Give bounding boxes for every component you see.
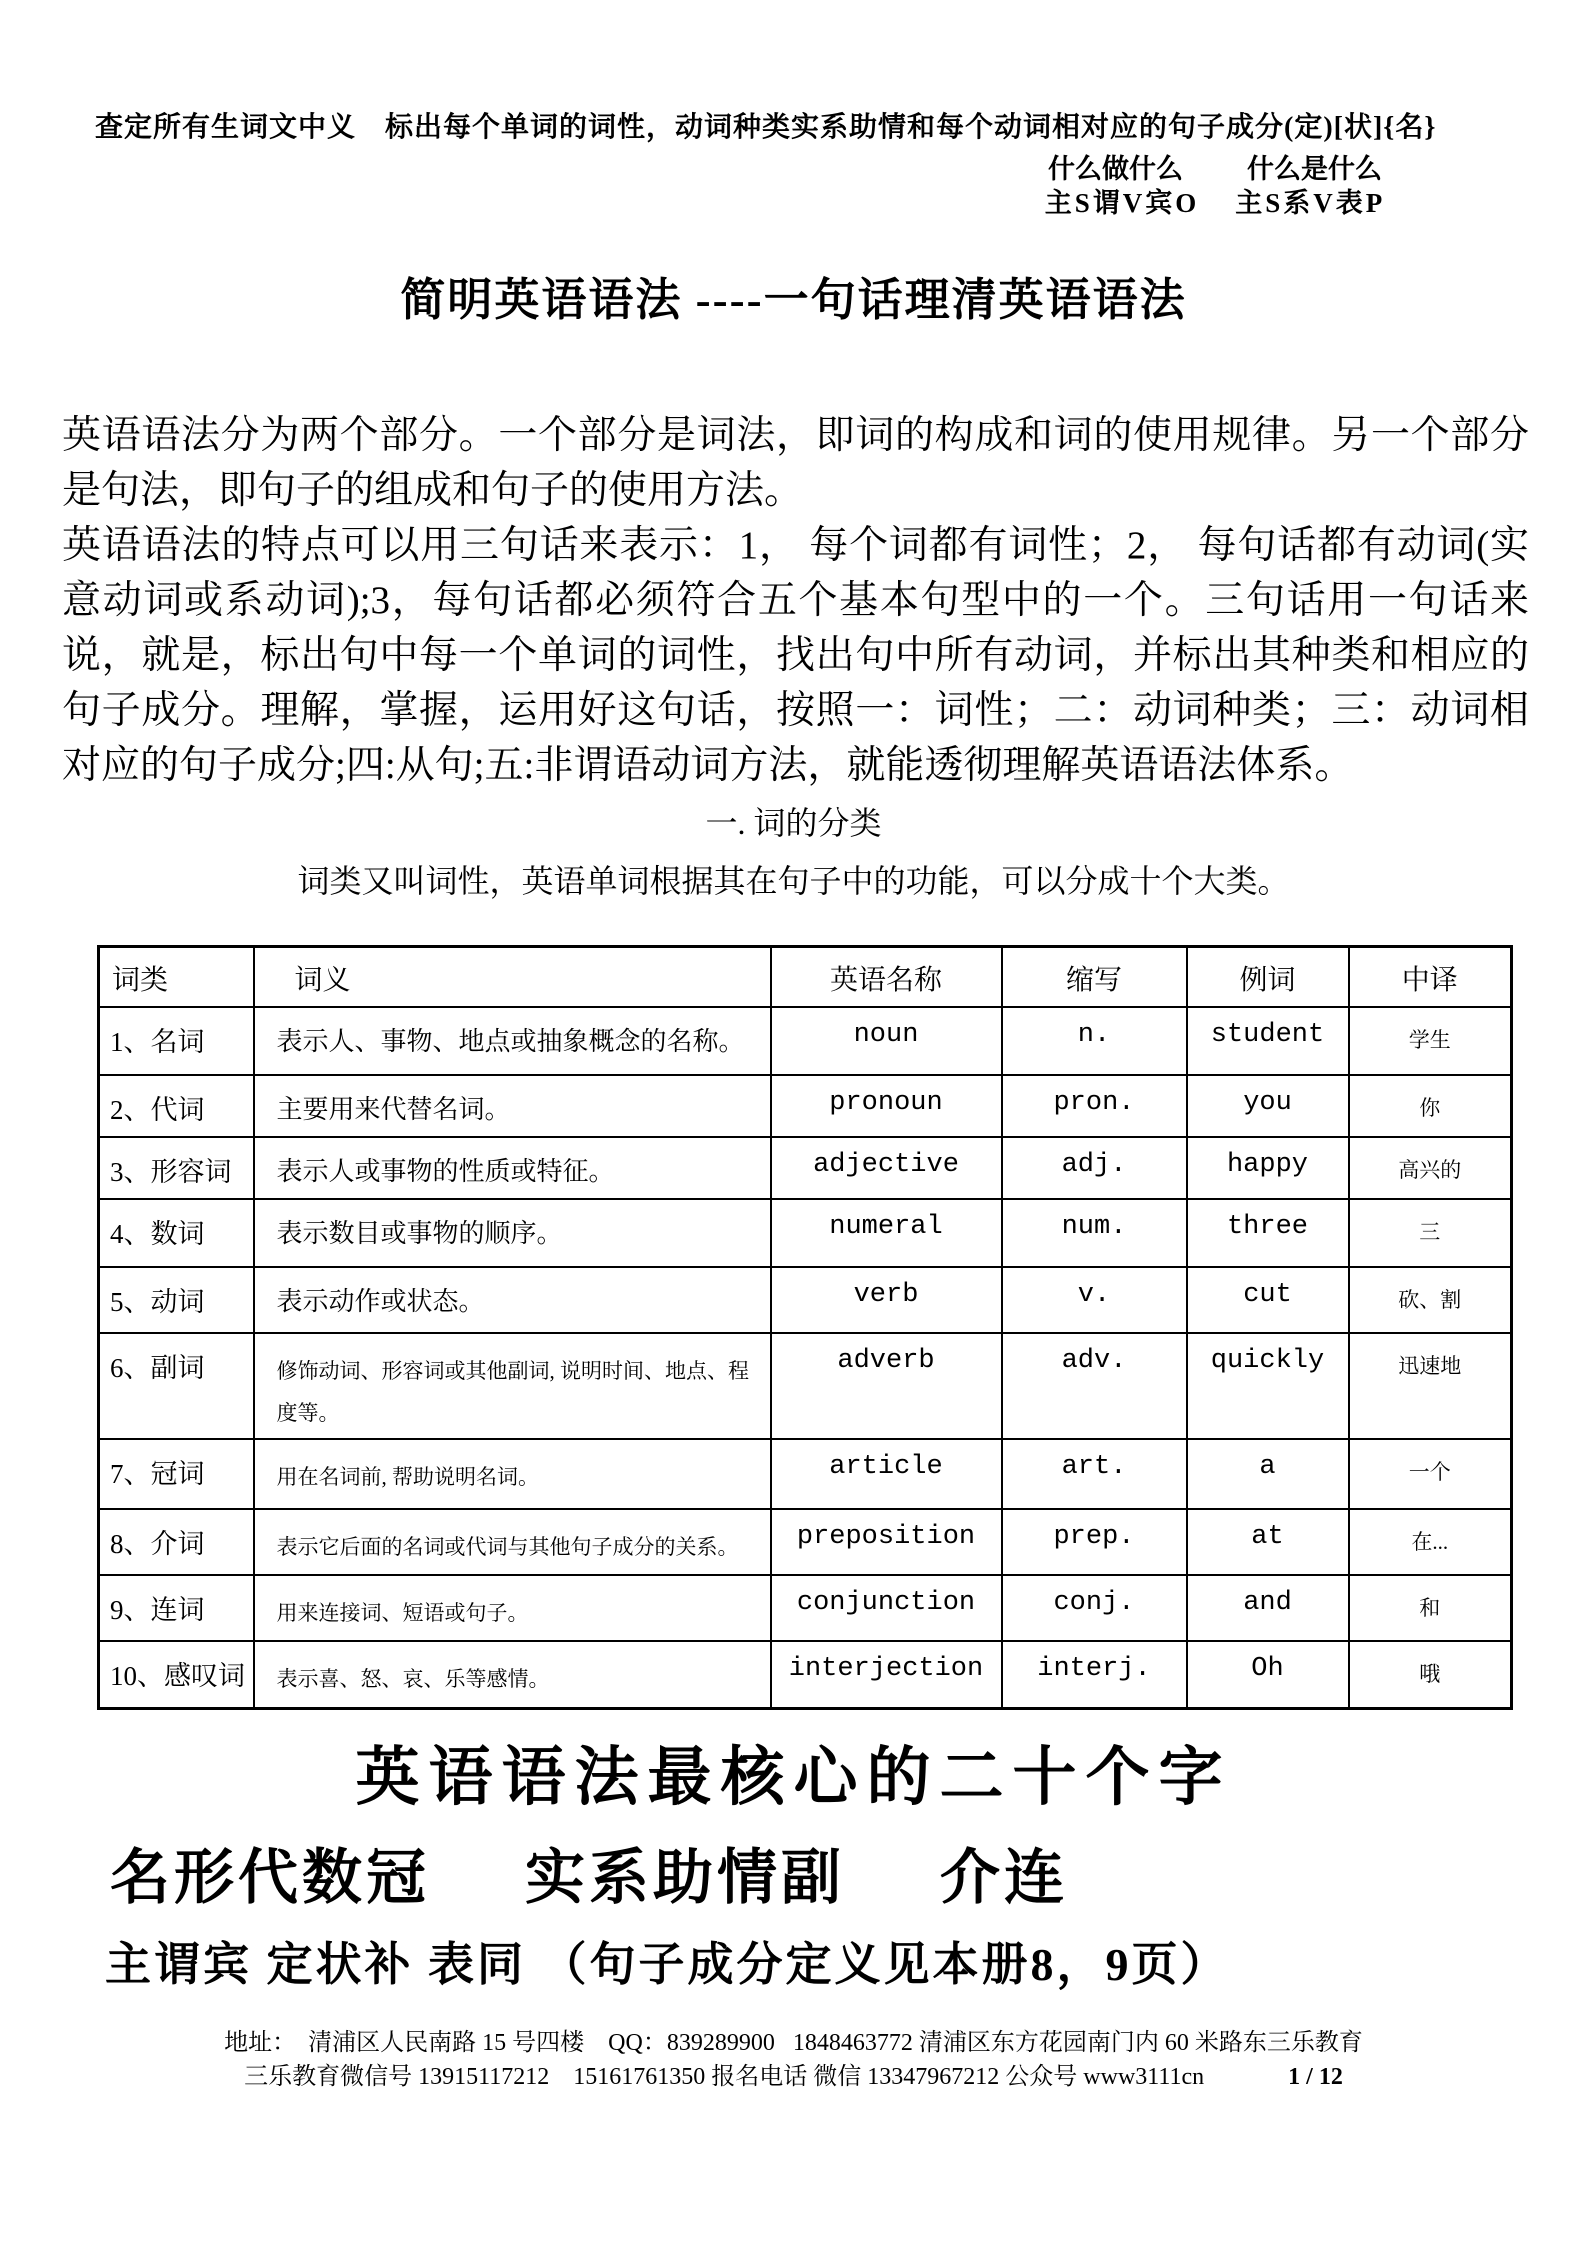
meaning-cell: 表示它后面的名词或代词与其他句子成分的关系。 <box>254 1509 771 1575</box>
abbreviation-cell: num. <box>1002 1199 1187 1267</box>
example-cell: Oh <box>1187 1641 1349 1709</box>
meaning-cell: 表示人、事物、地点或抽象概念的名称。 <box>254 1007 771 1075</box>
meaning-cell: 修饰动词、形容词或其他副词, 说明时间、地点、程度等。 <box>254 1333 771 1439</box>
table-header-1: 词义 <box>254 947 771 1007</box>
section-subheading: 词类又叫词性，英语单词根据其在句子中的功能，可以分成十个大类。 <box>297 863 1290 899</box>
category-cell: 9、连词 <box>99 1575 254 1641</box>
category-cell: 4、数词 <box>99 1199 254 1267</box>
category-cell: 10、感叹词 <box>99 1641 254 1709</box>
meaning-cell: 用在名词前, 帮助说明名词。 <box>254 1439 771 1509</box>
table-header-0: 词类 <box>99 947 254 1007</box>
pos-table <box>97 945 1513 1710</box>
english-name-cell: article <box>771 1439 1002 1509</box>
meaning-cell: 表示人或事物的性质或特征。 <box>254 1137 771 1199</box>
table-row <box>99 1509 1512 1575</box>
category-cell: 1、名词 <box>99 1007 254 1075</box>
translation-cell: 你 <box>1349 1075 1512 1137</box>
english-name-cell: numeral <box>771 1199 1002 1267</box>
table-row <box>99 1641 1512 1709</box>
example-cell: you <box>1187 1075 1349 1137</box>
example-cell: and <box>1187 1575 1349 1641</box>
header-note-pattern-be: 什么是什么 <box>1247 154 1382 184</box>
intro-paragraph: 英语语法的特点可以用三句话来表示：1， 每个词都有词性；2， 每句话都有动词(实意动词或系动词);3，每句话都必须符合五个基本句型中的一个。三句话用一句话来说，就是，标出句中每一个单词的词性，找出句中所有动词，并标出其种类和相应的句子成分。理解，掌握，运用好这句话，按照一：词性；二：动词种类；三：动词相对应的句子成分;四:从句;五:非谓语动词方法，就能透彻理解英语语法体系。 <box>62 524 1529 787</box>
translation-cell: 和 <box>1349 1575 1512 1641</box>
footer-line2 <box>0 2062 1587 2092</box>
meaning-cell: 用来连接词、短语或句子。 <box>254 1575 771 1641</box>
meaning-cell: 主要用来代替名词。 <box>254 1075 771 1137</box>
english-name-cell: interjection <box>771 1641 1002 1709</box>
example-cell: student <box>1187 1007 1349 1075</box>
header-note <box>95 0 1527 220</box>
example-cell: three <box>1187 1199 1349 1267</box>
meaning-cell: 表示喜、怒、哀、乐等感情。 <box>254 1641 771 1709</box>
translation-cell: 学生 <box>1349 1007 1512 1075</box>
abbreviation-cell: n. <box>1002 1007 1187 1075</box>
category-cell: 3、形容词 <box>99 1137 254 1199</box>
abbreviation-cell: conj. <box>1002 1575 1187 1641</box>
table-header-2: 英语名称 <box>771 947 1002 1007</box>
header-note-svp: 主S系V表P <box>1235 188 1386 218</box>
table-row <box>99 1575 1512 1641</box>
english-name-cell: adverb <box>771 1333 1002 1439</box>
header-note-structures <box>995 186 1435 220</box>
section-heading: 一. 词的分类 <box>705 805 882 841</box>
table-row <box>99 1007 1512 1075</box>
core-heading: 英语语法最核心的二十个字 <box>355 1742 1232 1813</box>
translation-cell: 砍、割 <box>1349 1267 1512 1333</box>
abbreviation-cell: art. <box>1002 1439 1187 1509</box>
abbreviation-cell: v. <box>1002 1267 1187 1333</box>
meaning-cell: 表示动作或状态。 <box>254 1267 771 1333</box>
footer-line2-text: 三乐教育微信号 13915117212 15161761350 报名电话 微信 13347967212 公众号 www3111cn <box>244 2064 1205 2090</box>
abbreviation-cell: adj. <box>1002 1137 1187 1199</box>
abbreviation-cell: interj. <box>1002 1641 1187 1709</box>
abbreviation-cell: prep. <box>1002 1509 1187 1575</box>
meaning-cell: 表示数目或事物的顺序。 <box>254 1199 771 1267</box>
translation-cell: 一个 <box>1349 1439 1512 1509</box>
english-name-cell: noun <box>771 1007 1002 1075</box>
header-note-pattern-do: 什么做什么 <box>1048 154 1183 184</box>
table-header-4: 例词 <box>1187 947 1349 1007</box>
page-number: 1 / 12 <box>1288 2064 1343 2090</box>
table-row <box>99 1333 1512 1439</box>
table-row <box>99 1199 1512 1267</box>
english-name-cell: pronoun <box>771 1075 1002 1137</box>
category-cell: 7、冠词 <box>99 1439 254 1509</box>
abbreviation-cell: pron. <box>1002 1075 1187 1137</box>
translation-cell: 三 <box>1349 1199 1512 1267</box>
table-row <box>99 1267 1512 1333</box>
example-cell: at <box>1187 1509 1349 1575</box>
english-name-cell: adjective <box>771 1137 1002 1199</box>
header-note-svo: 主S谓V宾O <box>1044 188 1200 218</box>
abbreviation-cell: adv. <box>1002 1333 1187 1439</box>
english-name-cell: verb <box>771 1267 1002 1333</box>
category-cell: 8、介词 <box>99 1509 254 1575</box>
example-cell: quickly <box>1187 1333 1349 1439</box>
translation-cell: 高兴的 <box>1349 1137 1512 1199</box>
table-header-5: 中译 <box>1349 947 1512 1007</box>
intro-paragraph: 英语语法分为两个部分。一个部分是词法，即词的构成和词的使用规律。另一个部分是句法，即句子的组成和句子的使用方法。 <box>62 414 1529 512</box>
category-cell: 5、动词 <box>99 1267 254 1333</box>
header-note-sub <box>995 152 1435 220</box>
translation-cell: 迅速地 <box>1349 1333 1512 1439</box>
table-header-row <box>99 947 1512 1007</box>
footer-line1: 地址： 清浦区人民南路 15 号四楼 QQ：839289900 1848463772 清浦区东方花园南门内 60 米路东三乐教育 <box>224 2030 1363 2056</box>
example-cell: happy <box>1187 1137 1349 1199</box>
english-name-cell: conjunction <box>771 1575 1002 1641</box>
intro-text <box>62 408 1529 793</box>
header-note-line1: 查定所有生词文中义 标出每个单词的词性，动词种类实系助情和每个动词相对应的句子成分(定)[状]{名} <box>95 112 1437 143</box>
table-row <box>99 1439 1512 1509</box>
example-cell: cut <box>1187 1267 1349 1333</box>
english-name-cell: preposition <box>771 1509 1002 1575</box>
table-row <box>99 1137 1512 1199</box>
header-note-patterns <box>995 152 1435 186</box>
core-line1 <box>110 1846 1587 1910</box>
footer <box>0 2028 1587 2092</box>
core-line-part: 介连 <box>940 1845 1068 1911</box>
translation-cell: 哦 <box>1349 1641 1512 1709</box>
core-line-part: 实系助情副 <box>525 1845 845 1911</box>
category-cell: 2、代词 <box>99 1075 254 1137</box>
category-cell: 6、副词 <box>99 1333 254 1439</box>
table-header-3: 缩写 <box>1002 947 1187 1007</box>
core-line2: 主谓宾 定状补 表同 （句子成分定义见本册8，9页） <box>105 1939 1230 1990</box>
table-row <box>99 1075 1512 1137</box>
translation-cell: 在... <box>1349 1509 1512 1575</box>
example-cell: a <box>1187 1439 1349 1509</box>
core-line-part: 名形代数冠 <box>110 1845 430 1911</box>
page-title: 简明英语语法 ----一句话理清英语语法 <box>400 275 1187 325</box>
